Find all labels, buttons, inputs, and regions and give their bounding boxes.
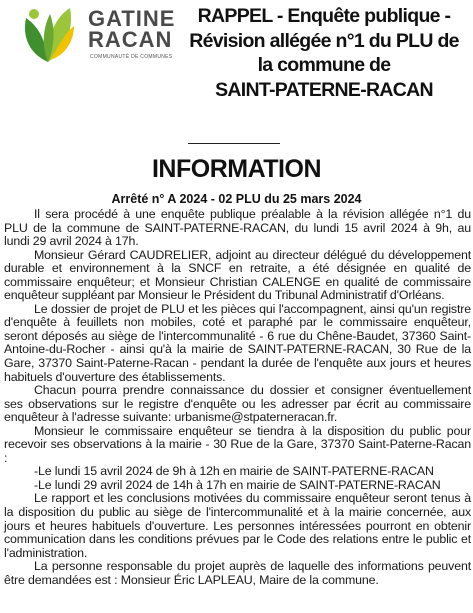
arrete-reference: Arrêté n° A 2024 - 02 PLU du 25 mars 2024 — [111, 192, 362, 206]
leaf-logo-icon — [20, 4, 76, 64]
logo-text-line2: RACAN — [88, 27, 173, 52]
headline — [184, 4, 464, 102]
paragraph-dossier: Le dossier de projet de PLU et les pièces qui l'accompagnent, ainsi qu'un registre d'enquête à feuillets non mobiles, coté et paraphé par le commissaire enquêteur, seront déposés au siège de l'intercommunalité - 6 rue du Chêne-Baudet, 37360 Saint-Antoine-du-Rocher - ainsi qu'à la mairie de SAINT-PATERNE-RACAN, 30 Rue de la Gare, 37370 Saint-Paterne-Racan - pendant la durée de l'enquête aux jours et heures habituels d'ouverture des établissements. — [4, 301, 471, 384]
headline-line-2: Révision allégée n°1 du PLU de — [189, 29, 459, 52]
permanence-2: -Le lundi 29 avril 2024 de 14h à 17h en mairie de SAINT-PATERNE-RACAN — [34, 477, 441, 492]
paragraph-observations: Chacun pourra prendre connaissance du dossier et consigner éventuellement ses observations sur le registre d'enquête ou les adresser par écrit au commissaire enquêteur à l'adresse suivante: urbanisme@stpaterneracan.fr. — [4, 383, 471, 425]
logo-subtitle: COMMUNAUTÉ DE COMMUNES — [90, 54, 173, 60]
headline-line-4: SAINT-PATERNE-RACAN — [215, 78, 433, 101]
paragraph-permanences: Monsieur le commissaire enquêteur se tiendra à la disposition du public pour recevoir ses observations à la mairie - 30 Rue de la Gare, 37370 Saint-Paterne-Racan : — [4, 423, 471, 465]
paragraph-responsable: La personne responsable du projet auprès de laquelle des informations peuvent être demandées est : Monsieur Éric LAPLEAU, Maire de la commune. — [4, 559, 471, 587]
headline-line-3: la commune de — [257, 54, 391, 76]
logo-text-line1: GATINE — [88, 6, 176, 31]
separator-rule — [188, 143, 280, 144]
paragraph-commissaire: Monsieur Gérard CAUDRELIER, adjoint au directeur délégué du développement durable et environnement à la SNCF en retraite, a été désignée en qualité de commissaire enquêteur; et Monsieur Christian CALENGE en qualité de commissaire enquêteur suppléant par Monsieur le Président du Tribunal Administratif d'Orléans. — [4, 247, 471, 303]
permanence-1: -Le lundi 15 avril 2024 de 9h à 12h en mairie de SAINT-PATERNE-RACAN — [34, 464, 434, 479]
headline-line-1: RAPPEL - Enquête publique - — [197, 5, 451, 27]
notice-body — [4, 208, 471, 587]
section-title: INFORMATION — [151, 155, 321, 183]
paragraph-dates: Il sera procédé à une enquête publique préalable à la révision allégée n°1 du PLU de la commune de SAINT-PATERNE-RACAN, du lundi 15 avril 2024 à 9h, au lundi 29 avril 2024 à 17h. — [4, 207, 471, 249]
gatine-racan-logo — [6, 4, 176, 66]
paragraph-rapport: Le rapport et les conclusions motivées du commissaire enquêteur seront tenus à la disposition du public au siège de l'intercommunalité et à la mairie concernée, aux jours et heures habituels d'ouverture. Les personnes intéressées pourront en obtenir communication dans les conditions prévues par le Code des relations entre le public et l'administration. — [4, 491, 471, 560]
